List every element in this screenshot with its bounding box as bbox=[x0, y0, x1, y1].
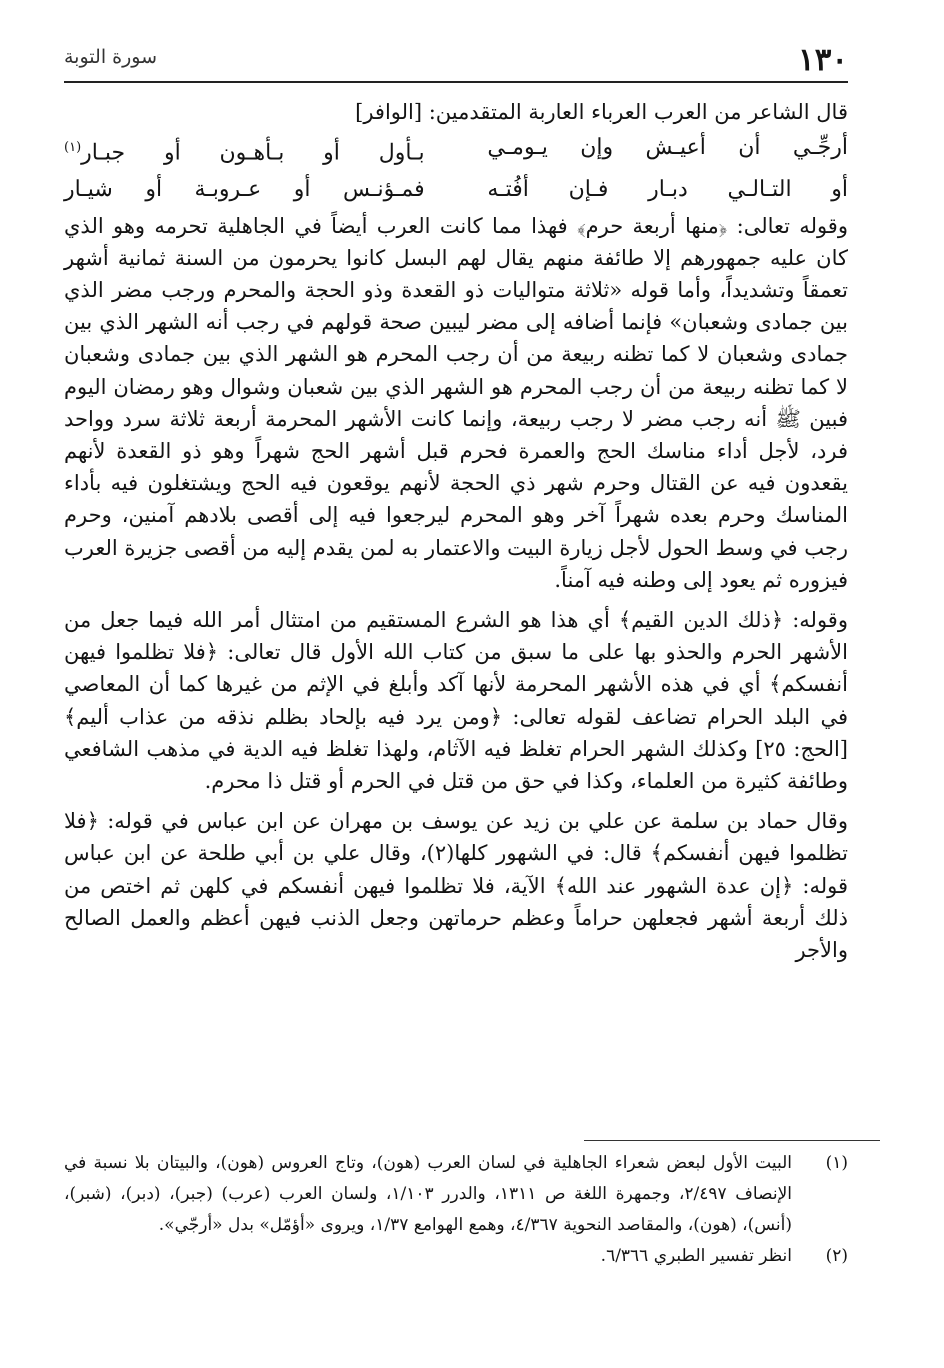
hemistich-left: فمـؤنـس أو عـروبـة أو شيـار bbox=[64, 176, 425, 202]
footnote-number: (١) bbox=[825, 1153, 848, 1173]
footnote-2 bbox=[64, 1241, 848, 1272]
main-text bbox=[64, 96, 848, 966]
hemistich-right: أرجِّـي أن أعيـش وإن يـومـي bbox=[487, 135, 848, 161]
footnote-1 bbox=[64, 1148, 848, 1241]
hemistich-left bbox=[64, 132, 425, 169]
poem-intro: قال الشاعر من العرب العرباء العاربة المتقدمين: [الوافر] bbox=[355, 100, 848, 124]
page-header bbox=[64, 36, 848, 84]
poem-line-2 bbox=[64, 174, 848, 206]
poem-line-1 bbox=[64, 132, 848, 169]
paragraph-1: وقوله تعالى: ﴿منها أربعة حرم﴾ فهذا مما كانت العرب أيضاً في الجاهلية تحرمه وهو الذي كان عليه جمهورهم إلا طائفة منهم يقال لهم البسل كانوا يحرمون من السنة ثمانية أشهر تعمقاً وتشديداً، وأما قوله «ثلاثة متواليات ذو القعدة وذو الحجة والمحرم ورجب مضر الذي بين جمادى وشعبان» فإنما أضافه إلى مضر ليبين صحة قولهم في رجب أنه الشهر الذي بين جمادى وشعبان لا كما تظنه ربيعة من أن رجب المحرم هو الشهر الذي بين جمادى وشعبان لا كما تظنه ربيعة من أن رجب المحرم هو الشهر الذي بين شعبان وشوال وهو رمضان اليوم فبين ﷺ أنه رجب مضر لا رجب ربيعة، وإنما كانت الأشهر المحرمة أربعة ثلاثة سرد وواحد فرد، لأجل أداء مناسك الحج والعمرة فحرم قبل أشهر الحج شهراً وهو ذو القعدة لأنهم يقعدون فيه عن القتال وحرم شهر ذي الحجة لأنهم يوقعون فيه الحج ويشتغلون فيه بأداء المناسك وحرم بعده شهراً آخر وهو المحرم ليرجعوا فيه إلى أقصى بلادهم آمنين، وحرم رجب في وسط الحول لأجل زيارة البيت والاعتمار به لمن يقدم إليه من أقصى جزيرة العرب فيزوره ثم يعود إلى وطنه فيه آمناً. bbox=[64, 213, 848, 592]
surah-title: سورة التوبة bbox=[64, 46, 157, 68]
page-number: ١٣٠ bbox=[798, 42, 848, 78]
hemistich-right: أو التـالـي دبـار فـإن أفُتـه bbox=[487, 176, 848, 202]
footnote-text: انظر تفسير الطبري ٦/٣٦٦. bbox=[600, 1246, 792, 1266]
paragraph-2: وقوله: ﴿ذلك الدين القيم﴾ أي هذا هو الشرع المستقيم من امتثال أمر الله فيما جعل من الأشهر الحرم والحذو بها على ما سبق من كتاب الله الأول قال تعالى: ﴿فلا تظلموا فيهن أنفسكم﴾ أي في هذه الأشهر المحرمة لأنها آكد وأبلغ في الإثم من غيرها كما أن المعاصي في البلد الحرام تضاعف لقوله تعالى: ﴿ومن يرد فيه بإلحاد بظلم نذقه من عذاب أليم﴾ [الحج: ٢٥] وكذلك الشهر الحرام تغلظ فيه الآثام، ولهذا تغلظ فيه الدية في مذهب الشافعي وطائفة كثيرة من العلماء، وكذا في حق من قتل في الحرم أو قتل ذا محرم. bbox=[64, 607, 849, 793]
footnote-text: البيت الأول لبعض شعراء الجاهلية في لسان العرب (هون)، وتاج العروس (هون)، والبيتان بلا نسبة في الإنصاف ٢/٤٩٧، وجمهرة اللغة ص ١٣١١، والدرر ١/١٠٣، ولسان العرب (عرب) (جبر)، (دبر)، (شبر)، (أنس)، (هون)، والمقاصد النحوية ٤/٣٦٧، وهمع الهوامع ١/٣٧، ويروى «أؤمّل» بدل «أرجّي». bbox=[64, 1153, 792, 1235]
footnote-ref-1: (١) bbox=[64, 140, 82, 156]
footnote-rule bbox=[584, 1140, 880, 1141]
footnotes bbox=[64, 1148, 848, 1272]
footnote-number: (٢) bbox=[825, 1246, 848, 1266]
header-rule bbox=[64, 81, 848, 83]
hemistich-left-text: بـأول أو بـأهـون أو جبـار bbox=[81, 140, 425, 166]
paragraph-3: وقال حماد بن سلمة عن علي بن زيد عن يوسف بن مهران عن ابن عباس في قوله: ﴿فلا تظلموا فيهن أنفسكم﴾ قال: في الشهور كلها(٢)، وقال علي بن أبي طلحة عن ابن عباس قوله: ﴿إن عدة الشهور عند الله﴾ الآية، فلا تظلموا فيهن أنفسكم في كلهن ثم اختص من ذلك أربعة أشهر فجعلهن حراماً وعظم حرماتهن وجعل الذنب فيهن أعظم والعمل الصالح والأجر bbox=[64, 809, 848, 962]
